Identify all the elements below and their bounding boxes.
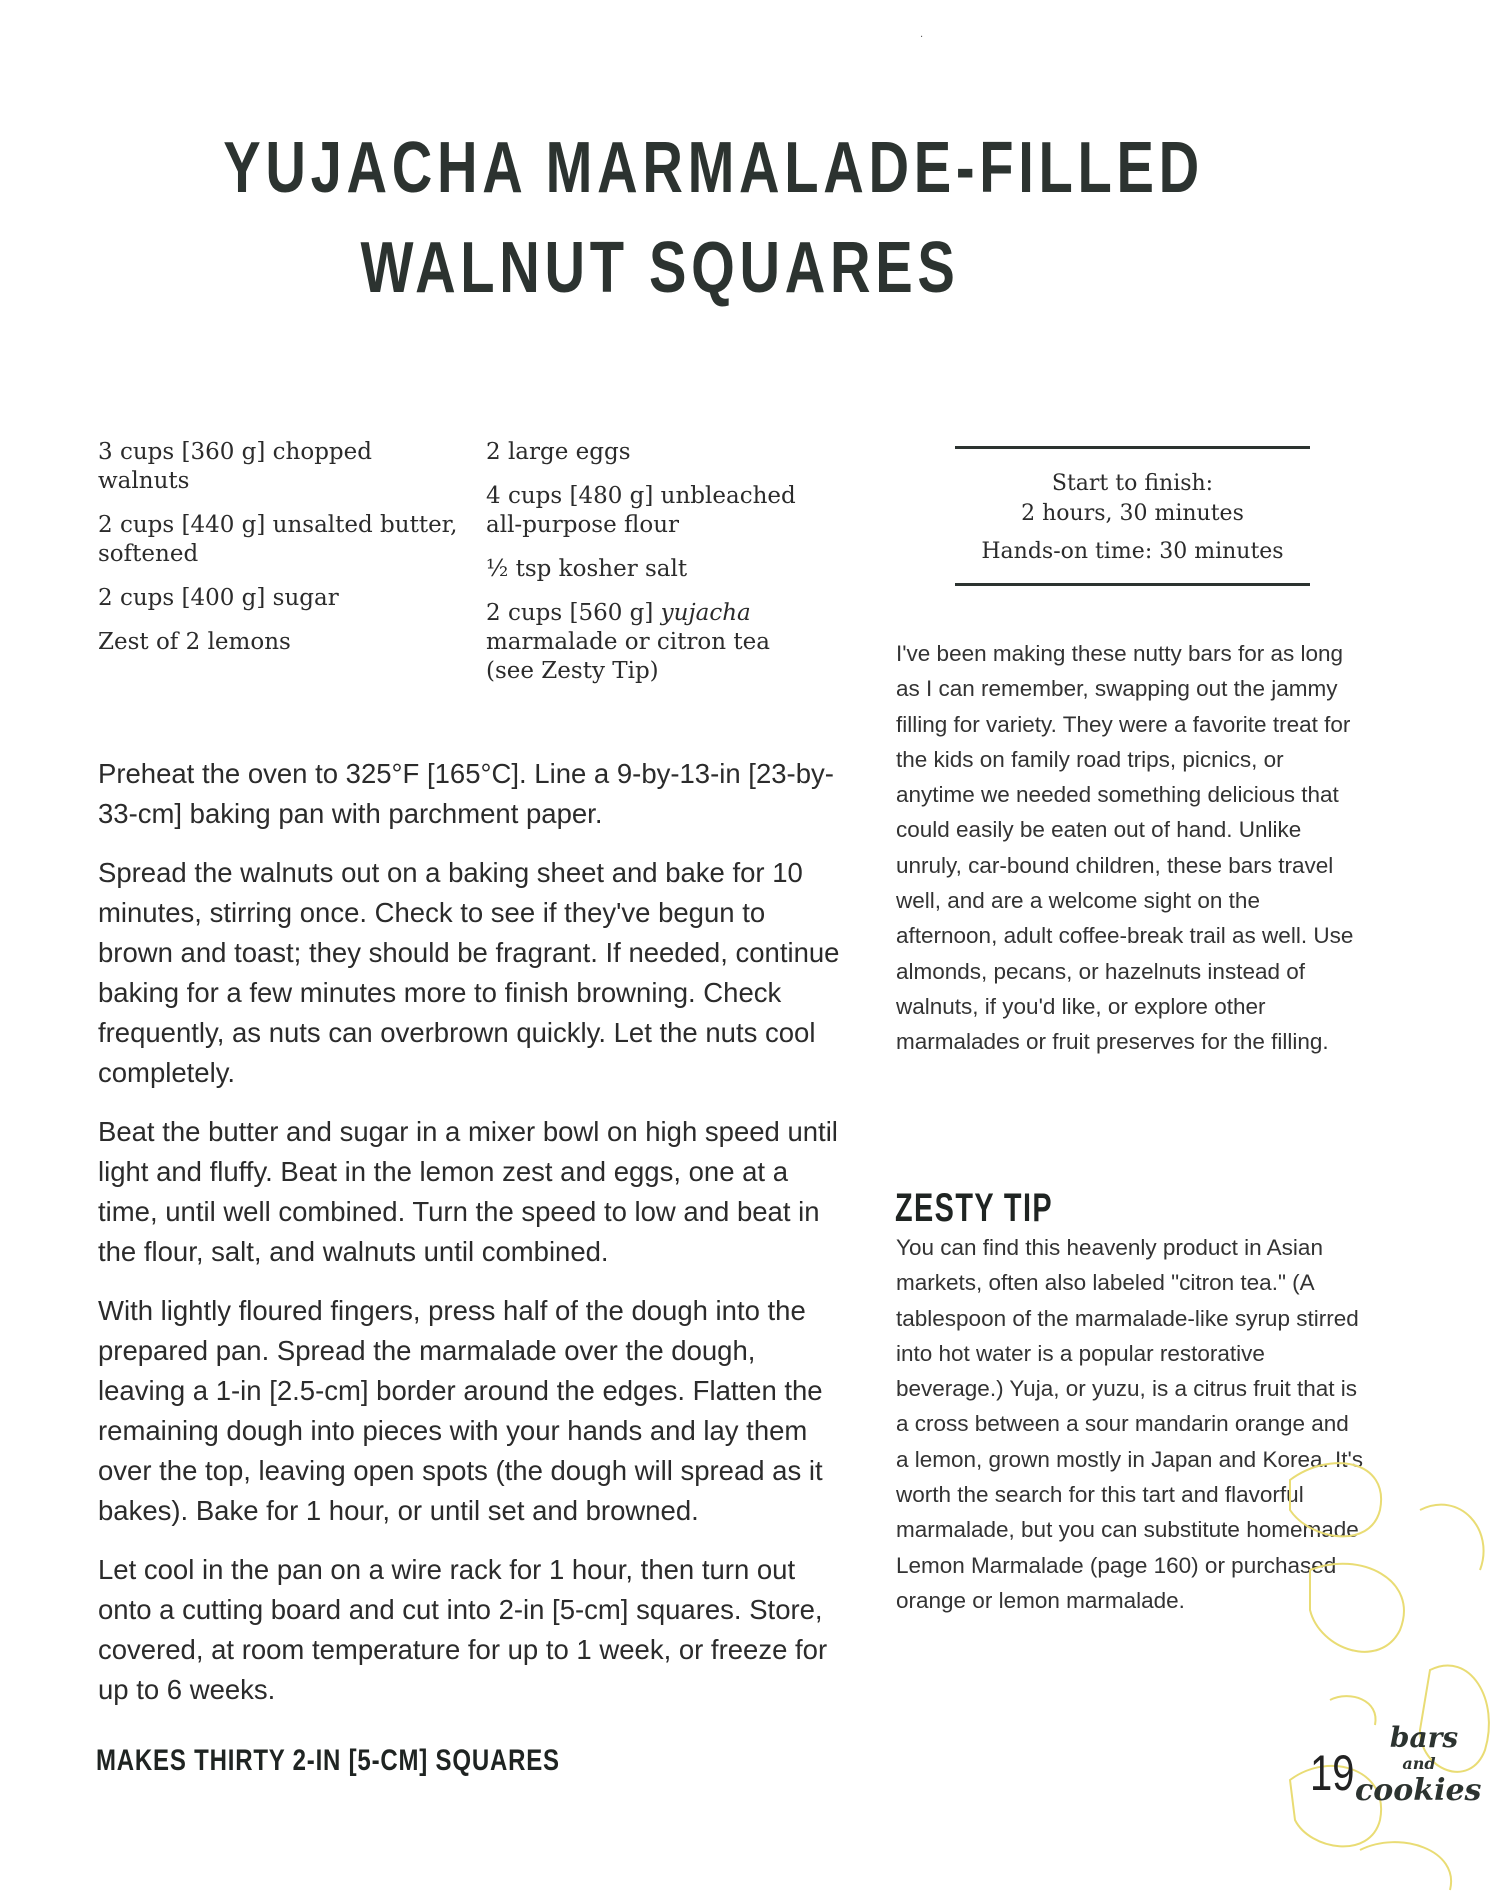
section-tag-line-3: cookies	[1355, 1773, 1482, 1808]
zesty-tip-text: You can find this heavenly product in Asian markets, often also labeled "citron tea." (A tablespoon of the marmalade-like syrup stirred into hot water is a popular restorative beverage.) Yuja, or yuzu, is a citrus fruit that is a cross between a sour mandarin orange and a lemon, grown mostly in Japan and Korea. It's worth the search for this tart and flavorful marmalade, but you can substitute homemade Lemon Marmalade (page 160) or purchased orange or lemon marmalade.	[896, 1235, 1364, 1613]
headnote	[896, 636, 1366, 1060]
recipe-title-line-2: WALNUT SQUARES	[360, 228, 960, 308]
hands-on-time: Hands-on time: 30 minutes	[981, 539, 1284, 564]
zesty-tip-heading: ZESTY TIP	[895, 1186, 1054, 1230]
ingredient-italic-text: yujacha	[660, 600, 751, 626]
recipe-title-line-1: YUJACHA MARMALADE-FILLED	[223, 128, 1204, 208]
ingredient-item: 2 large eggs	[486, 439, 631, 465]
method-step: Let cool in the pan on a wire rack for 1 hour, then turn out onto a cutting board and cut into 2-in [5-cm] squares. Store, covered, at room temperature for up to 1 week, or freeze for up to 6 weeks.	[98, 1554, 828, 1705]
ingredient-text: 2 cups [560 g]	[486, 600, 661, 626]
method-step: Spread the walnuts out on a baking sheet and bake for 10 minutes, stirring once. Check to see if they've begun to brown and toast; they should be fragrant. If needed, continue baking for a few minutes more to finish browning. Check frequently, as nuts can overbrown quickly. Let the nuts cool completely.	[98, 857, 840, 1088]
ingredients-column-2	[486, 438, 816, 701]
citrus-illustration	[1270, 1450, 1500, 1902]
section-tag	[1355, 1721, 1482, 1808]
page-number: 19	[1310, 1745, 1355, 1801]
section-tag-line-1: bars	[1389, 1721, 1459, 1754]
start-to-finish-value: 2 hours, 30 minutes	[1021, 501, 1244, 526]
ingredient-item: Zest of 2 lemons	[98, 629, 291, 655]
ingredient-item: 3 cups [360 g] chopped walnuts	[98, 439, 372, 494]
ingredient-item: 2 cups [440 g] unsalted butter, softened	[98, 512, 458, 567]
section-tag-line-2: and	[1402, 1754, 1436, 1773]
start-to-finish-label: Start to finish:	[1051, 471, 1214, 496]
timing-bottom-rule	[955, 583, 1310, 586]
recipe-title	[223, 118, 1204, 318]
method-step: Beat the butter and sugar in a mixer bowl on high speed until light and fluffy. Beat in the lemon zest and eggs, one at a time, until well combined. Turn the speed to low and beat in the flour, salt, and walnuts until combined.	[98, 1116, 838, 1267]
timing-box	[955, 446, 1310, 586]
ingredients-column-1	[98, 438, 458, 672]
ingredient-item: 2 cups [400 g] sugar	[98, 585, 339, 611]
ingredient-item: ½ tsp kosher salt	[486, 556, 688, 582]
ingredient-item: 4 cups [480 g] unbleached all-purpose flour	[486, 483, 796, 538]
method-step: With lightly floured fingers, press half of the dough into the prepared pan. Spread the marmalade over the dough, leaving a 1-in [2.5-cm] border around the edges. Flatten the remaining dough into pieces with your hands and lay them over the top, leaving open spots (the dough will spread as it bakes). Bake for 1 hour, or until set and browned.	[98, 1295, 823, 1526]
method-step: Preheat the oven to 325°F [165°C]. Line a 9-by-13-in [23-by-33-cm] baking pan with parchment paper.	[98, 758, 834, 829]
recipe-yield: MAKES THIRTY 2-IN [5-CM] SQUARES	[96, 1744, 560, 1777]
timing-top-rule	[955, 446, 1310, 449]
method-steps	[98, 754, 843, 1729]
scan-speck: ·	[920, 32, 924, 43]
ingredient-text: marmalade or citron tea (see Zesty Tip)	[486, 629, 770, 684]
ingredient-item	[486, 599, 816, 686]
headnote-text: I've been making these nutty bars for as long as I can remember, swapping out the jammy filling for variety. They were a favorite treat for the kids on family road trips, picnics, or anytime we needed something delicious that could easily be eaten out of hand. Unlike unruly, car-bound children, these bars travel well, and are a welcome sight on the afternoon, adult coffee-break trail as well. Use almonds, pecans, or hazelnuts instead of walnuts, if you'd like, or explore other marmalades or fruit preserves for the filling.	[896, 641, 1354, 1055]
